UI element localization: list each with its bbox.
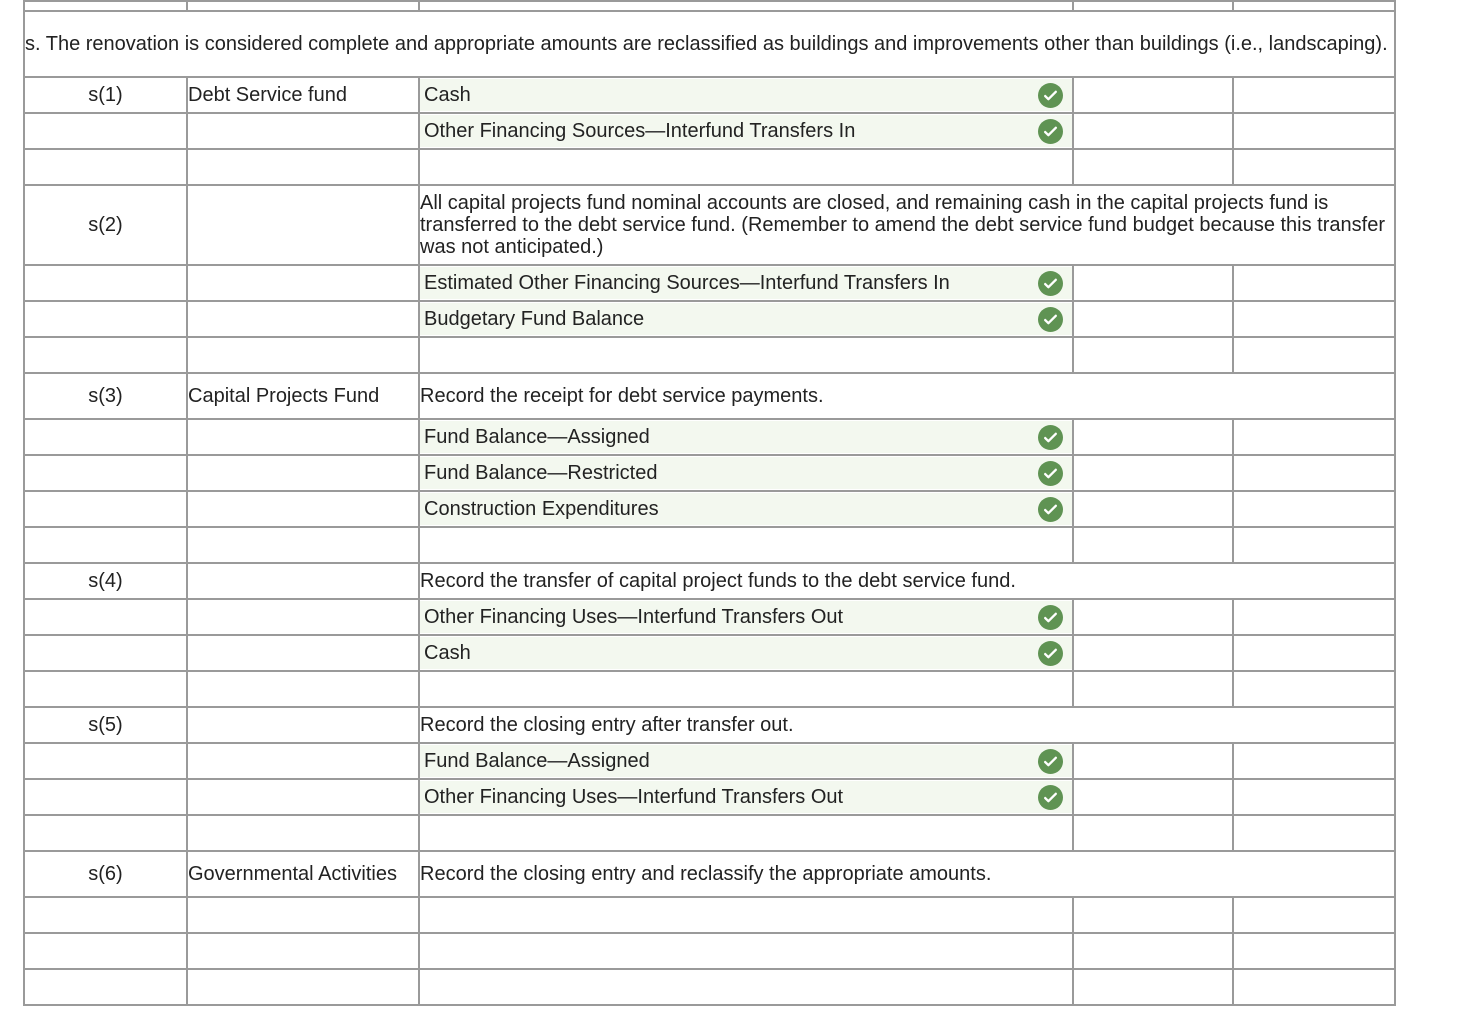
debit-input[interactable] xyxy=(1074,601,1232,633)
debit-input-cell[interactable] xyxy=(1073,149,1233,185)
credit-input-cell[interactable] xyxy=(1233,599,1395,635)
entry-description: Record the closing entry and reclassify the appropriate amounts. xyxy=(419,851,1395,897)
cell xyxy=(187,149,419,185)
account-select[interactable] xyxy=(419,265,1073,301)
credit-input[interactable] xyxy=(1234,303,1394,335)
debit-input[interactable] xyxy=(1074,781,1232,813)
cell xyxy=(187,969,419,1005)
cell xyxy=(187,337,419,373)
debit-input[interactable] xyxy=(1074,971,1232,1003)
cell xyxy=(1073,1,1233,11)
entry-ref: s(2) xyxy=(24,185,187,265)
cell xyxy=(24,897,187,933)
cell xyxy=(24,491,187,527)
debit-input[interactable] xyxy=(1074,79,1232,111)
debit-input-cell[interactable] xyxy=(1073,743,1233,779)
credit-input[interactable] xyxy=(1234,493,1394,525)
cell xyxy=(24,671,187,707)
account-name: Construction Expenditures xyxy=(424,498,659,520)
cell xyxy=(24,301,187,337)
debit-input-cell[interactable] xyxy=(1073,527,1233,563)
account-name: Other Financing Uses—Interfund Transfers Out xyxy=(424,786,844,808)
cell xyxy=(1233,1,1395,11)
debit-input-cell[interactable] xyxy=(1073,635,1233,671)
entry-description: Record the closing entry after transfer out. xyxy=(419,707,1395,743)
cell xyxy=(187,671,419,707)
credit-input[interactable] xyxy=(1234,899,1394,931)
cell xyxy=(24,455,187,491)
debit-input-cell[interactable] xyxy=(1073,301,1233,337)
debit-input[interactable] xyxy=(1074,421,1232,453)
account-select[interactable] xyxy=(419,113,1073,149)
debit-input-cell[interactable] xyxy=(1073,969,1233,1005)
debit-input-cell[interactable] xyxy=(1073,337,1233,373)
debit-input-cell[interactable] xyxy=(1073,897,1233,933)
transaction-prompt: s. The renovation is considered complete and appropriate amounts are reclassified as buildings and improvements other than buildings (i.e., landscaping). xyxy=(24,11,1395,77)
cell xyxy=(187,897,419,933)
credit-input[interactable] xyxy=(1234,935,1394,967)
debit-input-cell[interactable] xyxy=(1073,599,1233,635)
debit-input-cell[interactable] xyxy=(1073,77,1233,113)
checkmark-icon xyxy=(1038,271,1063,296)
credit-input-cell[interactable] xyxy=(1233,113,1395,149)
credit-input[interactable] xyxy=(1234,115,1394,147)
cell xyxy=(187,455,419,491)
credit-input[interactable] xyxy=(1234,421,1394,453)
cell xyxy=(187,933,419,969)
cell xyxy=(24,113,187,149)
account-select[interactable] xyxy=(419,635,1073,671)
cell xyxy=(24,265,187,301)
account-name: Estimated Other Financing Sources—Interfund Transfers In xyxy=(424,272,950,294)
checkmark-icon xyxy=(1038,307,1063,332)
fund-label: Debt Service fund xyxy=(187,77,419,113)
cell xyxy=(24,419,187,455)
entry-ref: s(5) xyxy=(24,707,187,743)
checkmark-icon xyxy=(1038,497,1063,522)
debit-input[interactable] xyxy=(1074,303,1232,335)
account-name: Cash xyxy=(424,642,471,664)
account-select[interactable] xyxy=(419,491,1073,527)
debit-input-cell[interactable] xyxy=(1073,455,1233,491)
credit-input-cell[interactable] xyxy=(1233,265,1395,301)
credit-input-cell[interactable] xyxy=(1233,743,1395,779)
credit-input-cell[interactable] xyxy=(1233,77,1395,113)
credit-input-cell[interactable] xyxy=(1233,527,1395,563)
account-select[interactable] xyxy=(419,933,1073,969)
cell xyxy=(187,635,419,671)
credit-input-cell[interactable] xyxy=(1233,149,1395,185)
credit-input[interactable] xyxy=(1234,745,1394,777)
cell xyxy=(187,527,419,563)
cell xyxy=(24,969,187,1005)
credit-input-cell[interactable] xyxy=(1233,779,1395,815)
credit-input[interactable] xyxy=(1234,637,1394,669)
account-name: Cash xyxy=(424,84,471,106)
cell xyxy=(187,599,419,635)
cell xyxy=(24,149,187,185)
cell xyxy=(24,635,187,671)
debit-input[interactable] xyxy=(1074,899,1232,931)
account-name: Fund Balance—Assigned xyxy=(424,750,650,772)
entry-description: Record the transfer of capital project funds to the debt service fund. xyxy=(419,563,1395,599)
entry-ref: s(3) xyxy=(24,373,187,419)
account-select[interactable] xyxy=(419,455,1073,491)
debit-input[interactable] xyxy=(1074,267,1232,299)
checkmark-icon xyxy=(1038,749,1063,774)
cell xyxy=(24,815,187,851)
account-select[interactable] xyxy=(419,897,1073,933)
account-select[interactable] xyxy=(419,743,1073,779)
checkmark-icon xyxy=(1038,119,1063,144)
cell xyxy=(187,707,419,743)
cell xyxy=(24,1,187,11)
entry-description: All capital projects fund nominal accounts are closed, and remaining cash in the capital projects fund is transferred to the debt service fund. (Remember to amend the debt service fund budget because this transfer was not anticipated.) xyxy=(419,185,1395,265)
debit-input-cell[interactable] xyxy=(1073,113,1233,149)
credit-input-cell[interactable] xyxy=(1233,897,1395,933)
account-select[interactable] xyxy=(419,301,1073,337)
account-select[interactable] xyxy=(419,815,1073,851)
debit-input[interactable] xyxy=(1074,745,1232,777)
cell xyxy=(24,527,187,563)
account-select[interactable] xyxy=(419,599,1073,635)
debit-input[interactable] xyxy=(1074,457,1232,489)
account-select[interactable] xyxy=(419,527,1073,563)
cell xyxy=(24,743,187,779)
credit-input[interactable] xyxy=(1234,457,1394,489)
entry-ref: s(6) xyxy=(24,851,187,897)
account-name: Other Financing Uses—Interfund Transfers Out xyxy=(424,606,844,628)
credit-input-cell[interactable] xyxy=(1233,815,1395,851)
debit-input-cell[interactable] xyxy=(1073,419,1233,455)
account-select[interactable] xyxy=(419,337,1073,373)
cell xyxy=(24,779,187,815)
fund-label: Governmental Activities xyxy=(187,851,419,897)
debit-input-cell[interactable] xyxy=(1073,265,1233,301)
checkmark-icon xyxy=(1038,605,1063,630)
checkmark-icon xyxy=(1038,461,1063,486)
debit-input[interactable] xyxy=(1074,115,1232,147)
cell xyxy=(187,491,419,527)
credit-input[interactable] xyxy=(1234,601,1394,633)
journal-entry-table xyxy=(23,0,1396,1006)
entry-ref: s(1) xyxy=(24,77,187,113)
debit-input-cell[interactable] xyxy=(1073,671,1233,707)
cell xyxy=(24,933,187,969)
cell xyxy=(187,815,419,851)
debit-input[interactable] xyxy=(1074,935,1232,967)
credit-input[interactable] xyxy=(1234,971,1394,1003)
credit-input-cell[interactable] xyxy=(1233,671,1395,707)
account-name: Fund Balance—Assigned xyxy=(424,426,650,448)
account-name: Fund Balance—Restricted xyxy=(424,462,658,484)
cell xyxy=(187,265,419,301)
debit-input-cell[interactable] xyxy=(1073,779,1233,815)
debit-input-cell[interactable] xyxy=(1073,933,1233,969)
credit-input-cell[interactable] xyxy=(1233,491,1395,527)
checkmark-icon xyxy=(1038,425,1063,450)
account-select[interactable] xyxy=(419,77,1073,113)
credit-input-cell[interactable] xyxy=(1233,969,1395,1005)
checkmark-icon xyxy=(1038,83,1063,108)
cell xyxy=(187,779,419,815)
account-select[interactable] xyxy=(419,149,1073,185)
credit-input-cell[interactable] xyxy=(1233,301,1395,337)
cell xyxy=(187,185,419,265)
account-name: Budgetary Fund Balance xyxy=(424,308,645,330)
cell xyxy=(187,743,419,779)
debit-input-cell[interactable] xyxy=(1073,815,1233,851)
cell xyxy=(187,1,419,11)
cell xyxy=(24,599,187,635)
cell xyxy=(187,419,419,455)
entry-ref: s(4) xyxy=(24,563,187,599)
debit-input[interactable] xyxy=(1074,637,1232,669)
checkmark-icon xyxy=(1038,641,1063,666)
debit-input-cell[interactable] xyxy=(1073,491,1233,527)
credit-input[interactable] xyxy=(1234,267,1394,299)
account-name: Other Financing Sources—Interfund Transfers In xyxy=(424,120,856,142)
cell xyxy=(24,337,187,373)
credit-input-cell[interactable] xyxy=(1233,635,1395,671)
account-select[interactable] xyxy=(419,419,1073,455)
debit-input[interactable] xyxy=(1074,493,1232,525)
credit-input-cell[interactable] xyxy=(1233,337,1395,373)
account-select[interactable] xyxy=(419,671,1073,707)
account-select[interactable] xyxy=(419,779,1073,815)
credit-input-cell[interactable] xyxy=(1233,455,1395,491)
entry-description: Record the receipt for debt service payments. xyxy=(419,373,1395,419)
cell xyxy=(419,1,1073,11)
credit-input[interactable] xyxy=(1234,79,1394,111)
fund-label: Capital Projects Fund xyxy=(187,373,419,419)
account-select[interactable] xyxy=(419,969,1073,1005)
credit-input-cell[interactable] xyxy=(1233,419,1395,455)
credit-input[interactable] xyxy=(1234,781,1394,813)
cell xyxy=(187,301,419,337)
credit-input-cell[interactable] xyxy=(1233,933,1395,969)
cell xyxy=(187,113,419,149)
checkmark-icon xyxy=(1038,785,1063,810)
cell xyxy=(187,563,419,599)
